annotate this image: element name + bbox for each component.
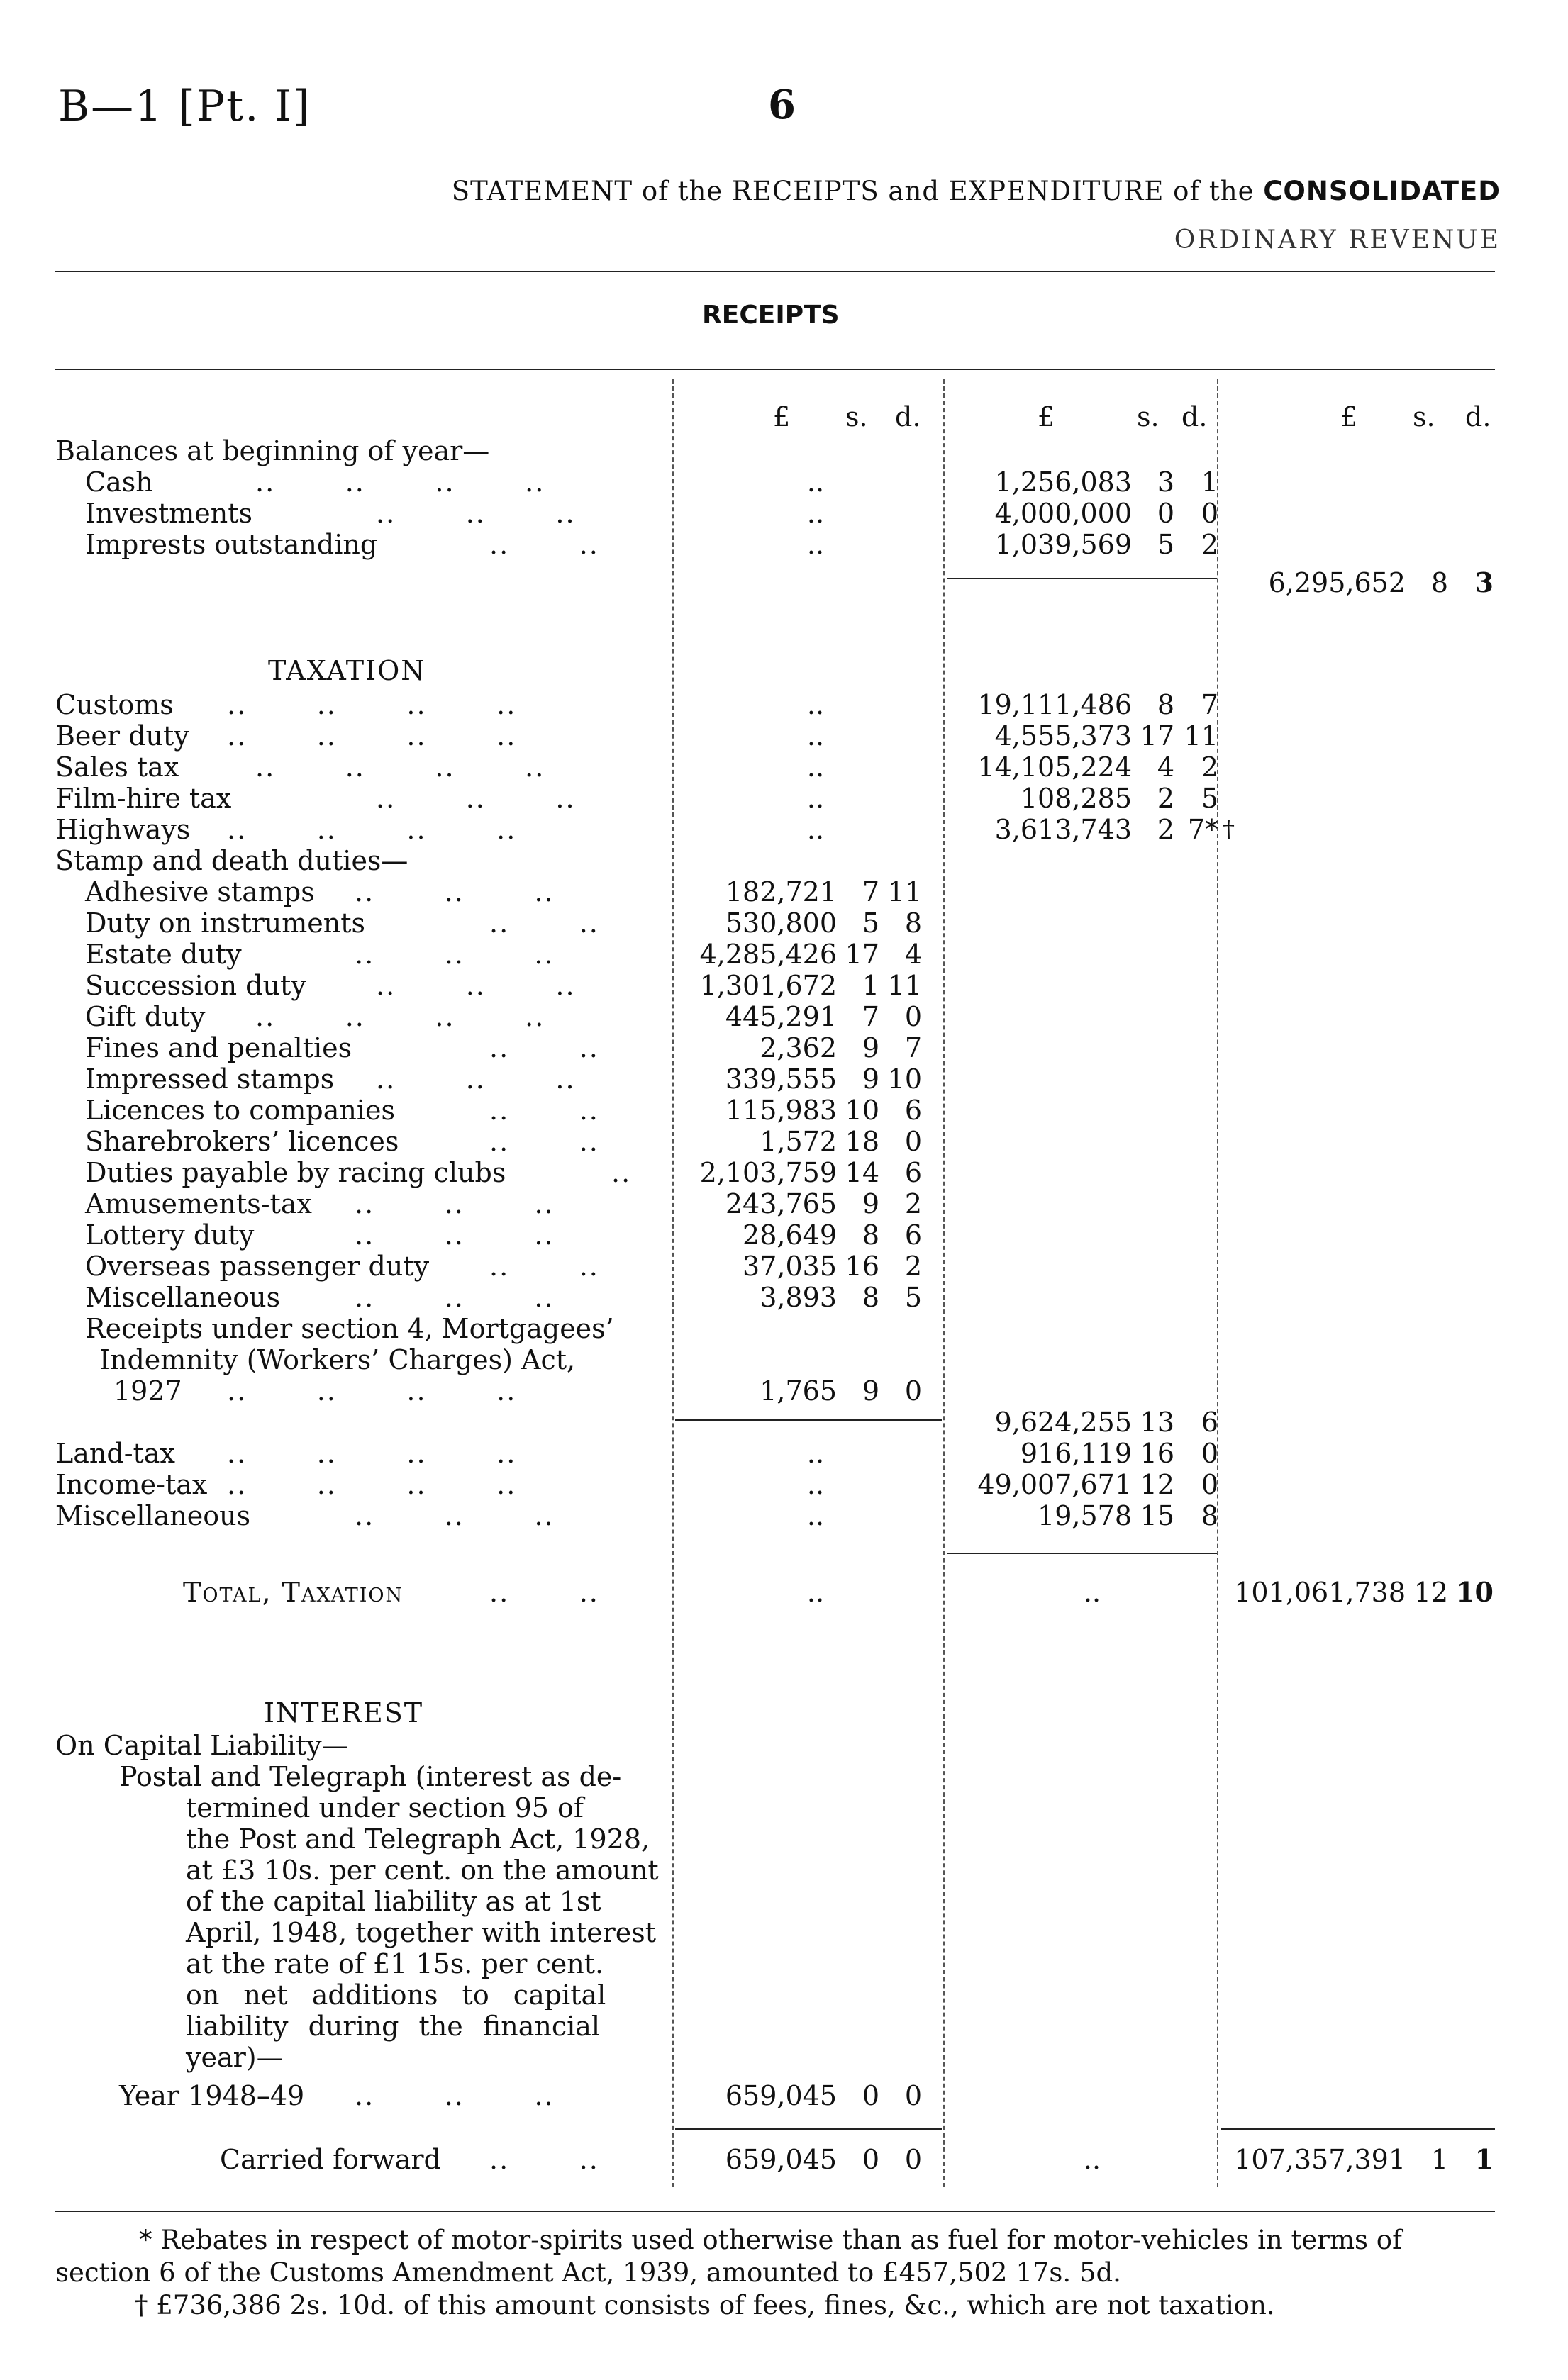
col1-shillings: 0	[862, 2144, 879, 2175]
footnote-star-line2: section 6 of the Customs Amendment Act, 1939, amounted to £457,502 17s. 5d.	[55, 2257, 1121, 2288]
interest-text: April, 1948, together with interest	[186, 1917, 657, 1948]
col1-blank: ..	[806, 1438, 825, 1469]
table-row	[0, 1500, 1568, 1531]
col1-pounds: 659,045	[725, 2144, 837, 2175]
col1-pence: 4	[904, 939, 922, 970]
col2-pence: 2	[1201, 529, 1218, 560]
interest-text: at the rate of £1 15s. per cent.	[186, 1948, 604, 1979]
row-label: Estate duty	[85, 939, 242, 970]
col2-pounds: 1,256,083	[994, 466, 1132, 498]
interest-subheading: On Capital Liability—	[55, 1730, 349, 1761]
leader-dots: .. ..	[489, 907, 599, 939]
mortgagees-line2: Indemnity (Workers’ Charges) Act,	[99, 1344, 576, 1375]
col1-pound-header: £	[773, 401, 791, 432]
leader-dots: .. .. .. ..	[255, 752, 545, 783]
table-row	[0, 529, 1568, 560]
footnote-star-line1: * Rebates in respect of motor-spirits used otherwise than as fuel for motor-vehicles in terms of	[139, 2225, 1402, 2255]
carried-rule	[1221, 2128, 1495, 2130]
col2-pence: 1	[1201, 466, 1218, 498]
col2-pence: 5	[1201, 783, 1218, 814]
interest-text: on net additions to capital	[186, 1979, 606, 2011]
mortgagees-line1: Receipts under section 4, Mortgagees’	[85, 1313, 614, 1344]
col1-pence: 0	[904, 1126, 922, 1157]
row-label: Overseas passenger duty	[85, 1251, 430, 1282]
col1-pence: 6	[904, 1095, 922, 1126]
row-label: Highways	[55, 814, 191, 845]
row-label: Succession duty	[85, 970, 306, 1001]
col1-pence-header: d.	[895, 401, 921, 432]
interest-text: at £3 10s. per cent. on the amount	[186, 1855, 659, 1886]
col1-blank: ..	[806, 466, 825, 498]
col1-pence: 6	[904, 1219, 922, 1251]
col2-shillings: 5	[1157, 529, 1174, 560]
table-row	[0, 720, 1568, 752]
col1-pounds: 530,800	[725, 907, 837, 939]
taxation-total-row	[0, 1577, 1568, 1608]
table-row	[0, 498, 1568, 529]
col3-pounds: 6,295,652	[1268, 567, 1406, 598]
table-row	[0, 939, 1568, 970]
col2-pounds: 916,119	[1020, 1438, 1132, 1469]
leader-dots: .. ..	[489, 1095, 599, 1126]
row-label: Imprests outstanding	[85, 529, 378, 560]
col3-pounds: 101,061,738	[1234, 1577, 1406, 1608]
leader-dots: .. .. .. ..	[255, 1001, 545, 1032]
col1-pounds: 28,649	[743, 1219, 837, 1251]
row-label: Beer duty	[55, 720, 189, 752]
col1-pence: 5	[904, 1282, 922, 1313]
statement-title-prefix: STATEMENT of the RECEIPTS and EXPENDITURE of the	[451, 176, 1255, 206]
section-heading: RECEIPTS	[702, 301, 840, 330]
leader-dots: .. .. ..	[355, 939, 555, 970]
col1-pounds: 243,765	[725, 1188, 837, 1219]
col2-shillings: 16	[1140, 1438, 1174, 1469]
leader-dots: .. .. ..	[355, 2080, 555, 2111]
table-row	[0, 814, 1568, 845]
table-row	[0, 1251, 1568, 1282]
interest-text-row	[0, 1855, 1568, 1886]
interest-text-row	[0, 1792, 1568, 1823]
col1-shillings: 8	[862, 1282, 879, 1313]
col1-shillings: 0	[862, 2080, 879, 2111]
table-row	[0, 2080, 1568, 2111]
col1-shilling-header: s.	[845, 401, 868, 432]
page-number: 6	[768, 82, 796, 128]
row-label: Land-tax	[55, 1438, 175, 1469]
col1-blank: ..	[806, 689, 825, 720]
col2-pence: 0	[1201, 1438, 1218, 1469]
col2-blank: ..	[1083, 1577, 1101, 1608]
col2-shillings: 12	[1140, 1469, 1174, 1500]
col1-shillings: 18	[845, 1126, 879, 1157]
col3-pence: 10	[1456, 1576, 1494, 1608]
carried-forward-row	[0, 2144, 1568, 2175]
col1-pence: 11	[887, 876, 922, 907]
interest-subheading-row	[0, 1730, 1568, 1761]
footnote-rule	[55, 2211, 1495, 2212]
row-label: Miscellaneous	[85, 1282, 281, 1313]
leader-dots: .. .. ..	[355, 1188, 555, 1219]
table-row	[0, 1188, 1568, 1219]
col1-pounds: 1,301,672	[699, 970, 837, 1001]
col3-shillings: 1	[1430, 2144, 1448, 2175]
taxation-heading: TAXATION	[268, 655, 426, 686]
row-label: 1927	[113, 1375, 182, 1407]
col1-pence: 0	[904, 2080, 922, 2111]
col2-pounds: 3,613,743	[994, 814, 1132, 845]
table-row	[0, 876, 1568, 907]
col1-pence: 2	[904, 1251, 922, 1282]
table-row	[0, 1095, 1568, 1126]
row-label: Adhesive stamps	[85, 876, 315, 907]
col1-pence: 0	[904, 1001, 922, 1032]
interest-text: termined under section 95 of	[186, 1792, 584, 1823]
stamp-heading-row	[0, 845, 1568, 876]
row-label: Duty on instruments	[85, 907, 365, 939]
col1-blank: ..	[806, 1469, 825, 1500]
col1-pounds: 115,983	[725, 1095, 837, 1126]
col1-blank: ..	[806, 1577, 825, 1608]
col2-pence: 6	[1201, 1407, 1218, 1438]
col1-pence: 0	[904, 2144, 922, 2175]
leader-dots: .. .. ..	[355, 876, 555, 907]
row-label: Sharebrokers’ licences	[85, 1126, 399, 1157]
leader-dots: .. .. .. ..	[227, 720, 517, 752]
col1-pounds: 3,893	[760, 1282, 837, 1313]
leader-dots: .. .. ..	[355, 1282, 555, 1313]
col1-shillings: 9	[862, 1063, 879, 1095]
interest-heading: INTEREST	[264, 1697, 424, 1728]
balances-heading: Balances at beginning of year—	[55, 435, 490, 466]
col1-pounds: 1,765	[760, 1375, 837, 1407]
leader-dots: .. .. ..	[376, 1063, 576, 1095]
col1-pounds: 1,572	[760, 1126, 837, 1157]
leader-dots: .. ..	[489, 1032, 599, 1063]
leader-dots: .. .. ..	[376, 970, 576, 1001]
interest-text-row	[0, 2042, 1568, 2073]
col1-pounds: 4,285,426	[699, 939, 837, 970]
col1-blank: ..	[806, 720, 825, 752]
interest-rule	[675, 2128, 942, 2130]
col1-pounds: 339,555	[725, 1063, 837, 1095]
table-row	[0, 1219, 1568, 1251]
col2-pounds: 49,007,671	[977, 1469, 1132, 1500]
interest-text-row	[0, 1948, 1568, 1979]
leader-dots: .. .. ..	[355, 1500, 555, 1531]
balances-total-row	[0, 567, 1568, 598]
table-row	[0, 466, 1568, 498]
statement-title-bold: CONSOLIDATED	[1263, 176, 1501, 206]
col2-pence: 7*	[1187, 814, 1218, 845]
interest-text-row	[0, 1917, 1568, 1948]
row-label: Film-hire tax	[55, 783, 232, 814]
col1-shillings: 1	[862, 970, 879, 1001]
col3-pence: 1	[1474, 2143, 1494, 2175]
col1-shillings: 7	[862, 1001, 879, 1032]
interest-text-row	[0, 1979, 1568, 2011]
col1-pounds: 37,035	[743, 1251, 837, 1282]
footnote-dagger: † £736,386 2s. 10d. of this amount consists of fees, fines, &c., which are not taxation.	[135, 2290, 1275, 2320]
leader-dots: .. .. .. ..	[227, 689, 517, 720]
col2-pounds: 19,111,486	[977, 689, 1132, 720]
leader-dots: ..	[611, 1157, 632, 1188]
col1-pounds: 2,103,759	[699, 1157, 837, 1188]
taxation-subtotal-rule	[947, 1553, 1217, 1554]
table-row	[0, 689, 1568, 720]
col1-shillings: 16	[845, 1251, 879, 1282]
leader-dots: .. .. .. ..	[227, 1469, 517, 1500]
col2-pounds: 14,105,224	[977, 752, 1132, 783]
row-label: Fines and penalties	[85, 1032, 352, 1063]
col1-shillings: 7	[862, 876, 879, 907]
col1-shillings: 9	[862, 1375, 879, 1407]
col2-pounds: 1,039,569	[994, 529, 1132, 560]
leader-dots: .. .. ..	[376, 498, 576, 529]
leader-dots: .. ..	[489, 1251, 599, 1282]
col1-pence: 6	[904, 1157, 922, 1188]
col1-blank: ..	[806, 1500, 825, 1531]
col3-pound-header: £	[1340, 401, 1358, 432]
interest-text: of the capital liability as at 1st	[186, 1886, 601, 1917]
table-row	[0, 1001, 1568, 1032]
col1-pence: 11	[887, 970, 922, 1001]
row-label: Miscellaneous	[55, 1500, 251, 1531]
col2-shillings: 17	[1140, 720, 1174, 752]
interest-text: the Post and Telegraph Act, 1928,	[186, 1823, 650, 1855]
col1-shillings: 9	[862, 1188, 879, 1219]
interest-text: year)—	[186, 2042, 284, 2073]
carried-forward-label: Carried forward	[220, 2144, 441, 2175]
leader-dots: .. .. .. ..	[227, 814, 517, 845]
row-label: Year 1948–49	[119, 2080, 305, 2111]
col1-pounds: 445,291	[725, 1001, 837, 1032]
dagger-mark: †	[1223, 815, 1235, 844]
col1-blank: ..	[806, 814, 825, 845]
row-label: Customs	[55, 689, 174, 720]
col2-pounds: 4,000,000	[994, 498, 1132, 529]
table-row	[0, 1157, 1568, 1188]
col2-pound-header: £	[1038, 401, 1055, 432]
col2-pence: 8	[1201, 1500, 1218, 1531]
row-label: Lottery duty	[85, 1219, 255, 1251]
leader-dots: .. ..	[489, 529, 599, 560]
col2-pence: 0	[1201, 1469, 1218, 1500]
row-label: Gift duty	[85, 1001, 206, 1032]
interest-text-row	[0, 1823, 1568, 1855]
table-row	[0, 1126, 1568, 1157]
interest-text: Postal and Telegraph (interest as de-	[119, 1761, 622, 1792]
col1-pounds: 2,362	[760, 1032, 837, 1063]
stamp-total-row	[0, 1407, 1568, 1438]
interest-text-row	[0, 2011, 1568, 2042]
col2-pounds: 19,578	[1038, 1500, 1132, 1531]
col2-pounds: 4,555,373	[994, 720, 1132, 752]
col1-blank: ..	[806, 498, 825, 529]
col1-shillings: 10	[845, 1095, 879, 1126]
col2-blank: ..	[1083, 2144, 1101, 2175]
table-row	[0, 1469, 1568, 1500]
col2-shillings: 15	[1140, 1500, 1174, 1531]
col2-shillings: 13	[1140, 1407, 1174, 1438]
leader-dots: .. .. .. ..	[255, 466, 545, 498]
leader-dots: .. ..	[489, 1126, 599, 1157]
statement-subtitle: ORDINARY REVENUE	[1174, 225, 1501, 255]
interest-text: liability during the financial	[186, 2011, 601, 2042]
col1-pence: 0	[904, 1375, 922, 1407]
row-label: Income-tax	[55, 1469, 208, 1500]
col1-pounds: 659,045	[725, 2080, 837, 2111]
col3-pounds: 107,357,391	[1234, 2144, 1406, 2175]
col2-pence-header: d.	[1181, 401, 1208, 432]
col1-shillings: 8	[862, 1219, 879, 1251]
col3-pence-header: d.	[1465, 401, 1491, 432]
leader-dots: .. .. ..	[376, 783, 576, 814]
col2-pence: 11	[1184, 720, 1218, 752]
stamp-heading: Stamp and death duties—	[55, 845, 408, 876]
col1-pence: 8	[904, 907, 922, 939]
table-row	[0, 1375, 1568, 1407]
row-label: Impressed stamps	[85, 1063, 335, 1095]
col2-pence: 2	[1201, 752, 1218, 783]
table-row	[0, 1438, 1568, 1469]
table-row	[0, 970, 1568, 1001]
col1-shillings: 9	[862, 1032, 879, 1063]
table-row	[0, 1032, 1568, 1063]
col2-pounds: 108,285	[1020, 783, 1132, 814]
mortgagees-line1-row	[0, 1313, 1568, 1344]
col2-shillings: 4	[1157, 752, 1174, 783]
col3-shillings: 8	[1430, 567, 1448, 598]
col2-pence: 0	[1201, 498, 1218, 529]
leader-dots: .. .. .. ..	[227, 1438, 517, 1469]
col1-blank: ..	[806, 783, 825, 814]
mortgagees-line2-row	[0, 1344, 1568, 1375]
col2-shillings: 2	[1157, 783, 1174, 814]
row-label: Cash	[85, 466, 153, 498]
col1-pence: 2	[904, 1188, 922, 1219]
col3-pence: 3	[1474, 566, 1494, 598]
row-label: Licences to companies	[85, 1095, 395, 1126]
interest-text-row	[0, 1886, 1568, 1917]
table-row	[0, 1063, 1568, 1095]
row-label: Sales tax	[55, 752, 179, 783]
col1-shillings: 17	[845, 939, 879, 970]
leader-dots: .. .. .. ..	[227, 1375, 517, 1407]
col3-shillings: 12	[1413, 1577, 1448, 1608]
leader-dots: .. ..	[489, 1577, 599, 1608]
table-row	[0, 1282, 1568, 1313]
col1-pence: 10	[887, 1063, 922, 1095]
col2-shillings: 2	[1157, 814, 1174, 845]
col1-shillings: 5	[862, 907, 879, 939]
interest-text-row	[0, 1761, 1568, 1792]
table-row	[0, 783, 1568, 814]
col1-pounds: 182,721	[725, 876, 837, 907]
col2-pounds: 9,624,255	[994, 1407, 1132, 1438]
leader-dots: .. ..	[489, 2144, 599, 2175]
col2-shillings: 8	[1157, 689, 1174, 720]
col1-blank: ..	[806, 529, 825, 560]
col1-pence: 7	[904, 1032, 922, 1063]
col2-shilling-header: s.	[1137, 401, 1160, 432]
page-reference: B—1 [Pt. I]	[58, 82, 311, 131]
row-label: Duties payable by racing clubs	[85, 1157, 506, 1188]
leader-dots: .. .. ..	[355, 1219, 555, 1251]
col1-shillings: 14	[845, 1157, 879, 1188]
table-row	[0, 907, 1568, 939]
col3-shilling-header: s.	[1413, 401, 1435, 432]
table-row	[0, 752, 1568, 783]
col2-shillings: 0	[1157, 498, 1174, 529]
taxation-total-label: Total, Taxation	[183, 1577, 404, 1608]
row-label: Amusements-tax	[85, 1188, 312, 1219]
row-label: Investments	[85, 498, 252, 529]
col2-pence: 7	[1201, 689, 1218, 720]
balances-heading-row	[0, 435, 1568, 466]
col2-shillings: 3	[1157, 466, 1174, 498]
col1-blank: ..	[806, 752, 825, 783]
